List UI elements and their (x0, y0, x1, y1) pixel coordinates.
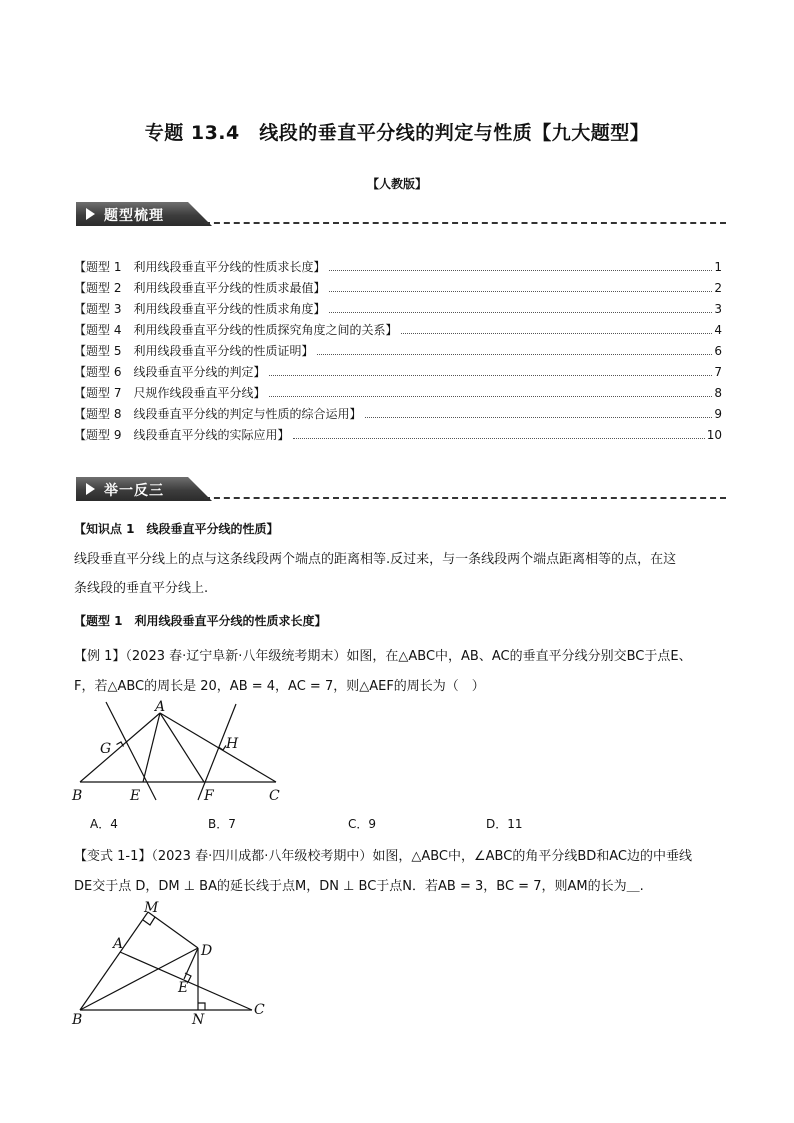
toc-leader (401, 333, 712, 334)
toc-item-page: 7 (714, 365, 722, 379)
point-label-g: G (100, 741, 112, 757)
point-label-c: C (254, 1002, 265, 1018)
toc-item-page: 4 (714, 323, 722, 337)
toc-item-label: 【题型 6 线段垂直平分线的判定】 (74, 365, 266, 379)
point-label-d: D (201, 943, 213, 959)
toc-leader (269, 396, 712, 397)
toc-item-label: 【题型 2 利用线段垂直平分线的性质求最值】 (74, 281, 326, 295)
toc-item-page: 10 (706, 428, 722, 442)
point-label-b: B (72, 1012, 83, 1028)
toc-section-banner (76, 202, 726, 226)
point-label-h: H (226, 736, 239, 752)
toc-leader (329, 312, 712, 313)
toc-item-label: 【题型 5 利用线段垂直平分线的性质证明】 (74, 344, 314, 358)
play-arrow-icon (86, 483, 95, 495)
banner-dash-line (204, 222, 726, 224)
question-type-title: 【题型 1 利用线段垂直平分线的性质求长度】 (74, 614, 327, 628)
point-label-m: M (144, 900, 159, 916)
example-text-line: 【例 1】（2023 春·辽宁阜新·八年级统考期末）如图，在△ABC中，AB、AC的垂直平分线分别交BC于点E、 (74, 649, 692, 664)
toc-item-label: 【题型 4 利用线段垂直平分线的性质探究角度之间的关系】 (74, 323, 398, 337)
toc-item-label: 【题型 8 线段垂直平分线的判定与性质的综合运用】 (74, 407, 362, 421)
toc-item-label: 【题型 9 线段垂直平分线的实际应用】 (74, 428, 290, 442)
toc-item[interactable] (74, 405, 722, 426)
point-label-e: E (130, 788, 141, 804)
toc-item-page: 1 (714, 260, 722, 274)
toc-item-page: 6 (714, 344, 722, 358)
option-d[interactable]: D．11 (486, 817, 523, 831)
point-label-a: A (113, 936, 124, 952)
toc-item-page: 8 (714, 386, 722, 400)
point-label-b: B (72, 788, 83, 804)
banner-label: 题型梳理 (104, 208, 164, 224)
toc-leader (293, 438, 704, 439)
variant-text-line: DE交于点 D，DM ⊥ BA的延长线于点M，DN ⊥ BC于点N．若AB = 3，BC = 7，则AM的长为＿. (74, 879, 644, 894)
variant-text-line: 【变式 1-1】（2023 春·四川成都·八年级校考期中）如图，△ABC中，∠ABC的角平分线BD和AC边的中垂线 (74, 849, 692, 864)
variant1-figure (66, 900, 276, 1030)
toc-item[interactable] (74, 363, 722, 384)
toc-leader (329, 291, 712, 292)
toc-item-label: 【题型 3 利用线段垂直平分线的性质求角度】 (74, 302, 326, 316)
banner-dash-line (204, 497, 726, 499)
example-text-line: F，若△ABC的周长是 20，AB = 4，AC = 7，则△AEF的周长为（ ） (74, 679, 485, 694)
point-label-e: E (178, 980, 189, 996)
practice-section-banner (76, 477, 726, 501)
toc-item[interactable] (74, 321, 722, 342)
toc-leader (317, 354, 712, 355)
toc-item[interactable] (74, 258, 722, 279)
option-c[interactable]: C．9 (348, 817, 377, 831)
option-b[interactable]: B．7 (208, 817, 236, 831)
table-of-contents (74, 258, 722, 447)
example1-figure (66, 700, 296, 806)
toc-item-label: 【题型 1 利用线段垂直平分线的性质求长度】 (74, 260, 326, 274)
toc-item-page: 3 (714, 302, 722, 316)
toc-item[interactable] (74, 279, 722, 300)
knowledge-point-title: 【知识点 1 线段垂直平分线的性质】 (74, 522, 279, 536)
point-label-f: F (204, 788, 214, 804)
toc-leader (329, 270, 712, 271)
point-label-c: C (269, 788, 280, 804)
toc-leader (365, 417, 712, 418)
knowledge-text-line: 线段垂直平分线上的点与这条线段两个端点的距离相等.反过来，与一条线段两个端点距离相等的点，在这 (74, 552, 677, 567)
toc-item[interactable] (74, 300, 722, 321)
toc-item-page: 2 (714, 281, 722, 295)
toc-item[interactable] (74, 342, 722, 363)
point-label-a: A (155, 700, 166, 715)
knowledge-text-line: 条线段的垂直平分线上. (74, 581, 209, 596)
banner-label: 举一反三 (104, 483, 164, 499)
edition-label: 【人教版】 (366, 177, 427, 191)
page-title: 专题 13.4 线段的垂直平分线的判定与性质【九大题型】 (144, 122, 650, 144)
toc-item-label: 【题型 7 尺规作线段垂直平分线】 (74, 386, 266, 400)
toc-item[interactable] (74, 384, 722, 405)
option-a[interactable]: A．4 (90, 817, 118, 831)
toc-item-page: 9 (714, 407, 722, 421)
point-label-n: N (192, 1012, 205, 1028)
toc-leader (269, 375, 712, 376)
toc-item[interactable] (74, 426, 722, 447)
play-arrow-icon (86, 208, 95, 220)
